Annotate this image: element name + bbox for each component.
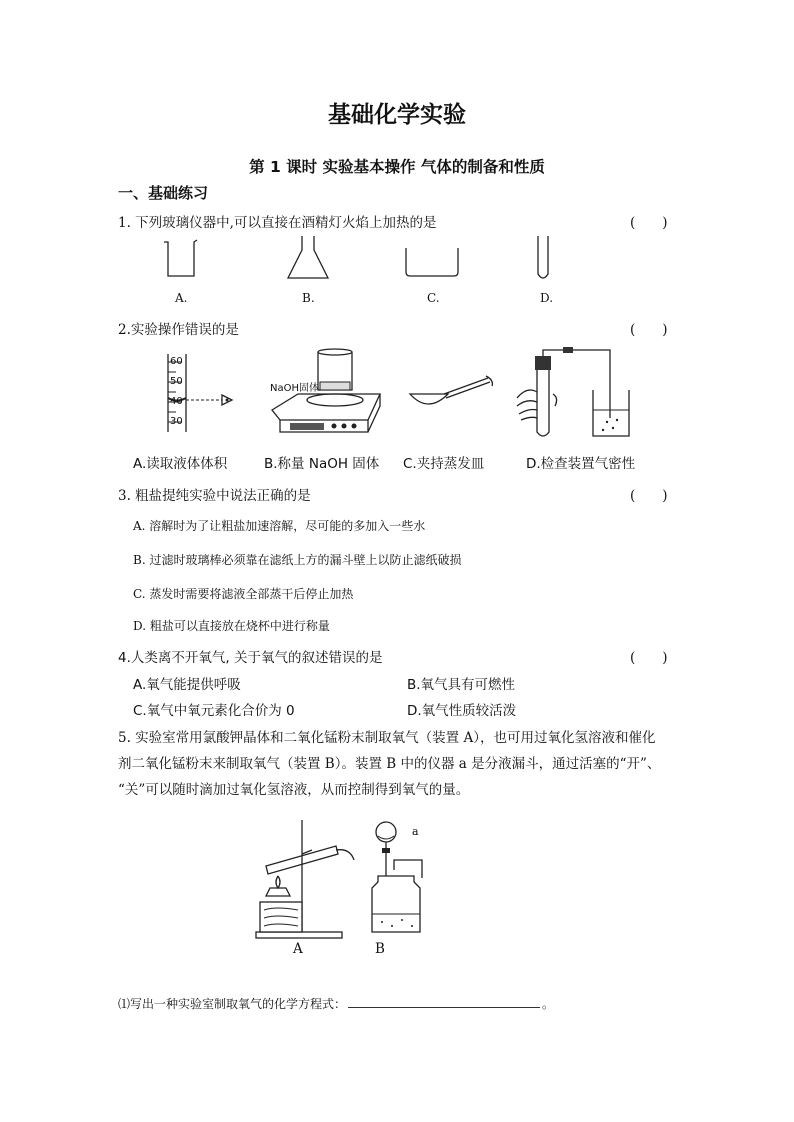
question-4-answer-bracket: ( ) [630, 650, 668, 666]
question-3-option-a: A. 溶解时为了让粗盐加速溶解，尽可能的多加入一些水 [133, 519, 426, 533]
question-1-option-c: C. [427, 291, 440, 305]
page-title: 基础化学实验 [328, 102, 466, 128]
question-1-option-d: D. [540, 291, 554, 305]
tongs-holding-dish-icon [408, 374, 494, 414]
separatory-funnel-label: a [412, 825, 419, 838]
question-3-option-c: C. 蒸发时需要将滤液全部蒸干后停止加热 [133, 587, 354, 601]
airtightness-check-icon [515, 346, 635, 440]
equation-answer-blank[interactable] [348, 995, 540, 1008]
question-5-line-2: 剂二氧化锰粉末来制取氧气（装置 B）。装置 B 中的仪器 a 是分液漏斗，通过活塞的“开”、 [118, 756, 661, 772]
cylinder-tick-50: 50 [170, 376, 183, 387]
evaporating-dish-icon [402, 246, 462, 280]
conical-flask-icon [284, 234, 332, 282]
sub-question-1-prompt: ⑴写出一种实验室制取氧气的化学方程式： [118, 997, 347, 1011]
apparatus-a-label: A [293, 941, 303, 957]
lesson-subtitle: 第 1 课时 实验基本操作 气体的制备和性质 [249, 158, 545, 176]
question-2-stem: 2.实验操作错误的是 [118, 322, 239, 338]
section-heading: 一、基础练习 [118, 184, 209, 202]
question-1-option-a: A. [175, 291, 188, 305]
sub-question-1-suffix: 。 [542, 997, 555, 1011]
question-1-answer-bracket: ( ) [630, 215, 668, 231]
question-3-stem: 3. 粗盐提纯实验中说法正确的是 [118, 488, 311, 504]
cylinder-tick-60: 60 [170, 356, 183, 367]
question-4-option-b: B.氧气具有可燃性 [407, 677, 516, 693]
balance-label: NaOH固体 [270, 383, 319, 394]
question-1-option-b: B. [302, 291, 315, 305]
question-4-option-d: D.氧气性质较活泼 [407, 703, 517, 719]
test-tube-icon [535, 234, 551, 284]
question-3-option-d: D. 粗盐可以直接放在烧杯中进行称量 [133, 619, 330, 633]
question-2-option-c: C.夹持蒸发皿 [403, 456, 485, 472]
question-2-answer-bracket: ( ) [630, 322, 668, 338]
cylinder-tick-40: 40 [170, 396, 183, 407]
question-3-option-b: B. 过滤时玻璃棒必须靠在滤纸上方的漏斗壁上以防止滤纸破损 [133, 553, 462, 567]
electronic-balance-icon [268, 350, 388, 438]
beaker-icon [160, 236, 200, 281]
apparatus-a-heating-icon [246, 818, 356, 940]
question-4-option-c: C.氧气中氧元素化合价为 0 [133, 703, 295, 719]
cylinder-tick-30: 30 [170, 416, 183, 427]
apparatus-b-separatory-funnel-icon [368, 818, 432, 940]
sub-question-1 [118, 995, 554, 1012]
question-2-option-a: A.读取液体体积 [133, 456, 228, 472]
question-1-stem: 1. 下列玻璃仪器中,可以直接在酒精灯火焰上加热的是 [118, 215, 437, 231]
question-3-answer-bracket: ( ) [630, 488, 668, 504]
question-4-option-a: A.氧气能提供呼吸 [133, 677, 241, 693]
apparatus-b-label: B [375, 941, 385, 957]
question-2-option-b: B.称量 NaOH 固体 [264, 456, 380, 472]
question-5-line-1: 5. 实验室常用氯酸钾晶体和二氧化锰粉末制取氧气（装置 A），也可用过氧化氢溶液和催化 [118, 730, 656, 746]
question-4-stem: 4.人类离不开氧气, 关于氧气的叙述错误的是 [118, 650, 383, 666]
question-2-option-d: D.检查装置气密性 [526, 456, 636, 472]
question-5-line-3: “关”可以随时滴加过氧化氢溶液，从而控制得到氧气的量。 [118, 782, 470, 798]
